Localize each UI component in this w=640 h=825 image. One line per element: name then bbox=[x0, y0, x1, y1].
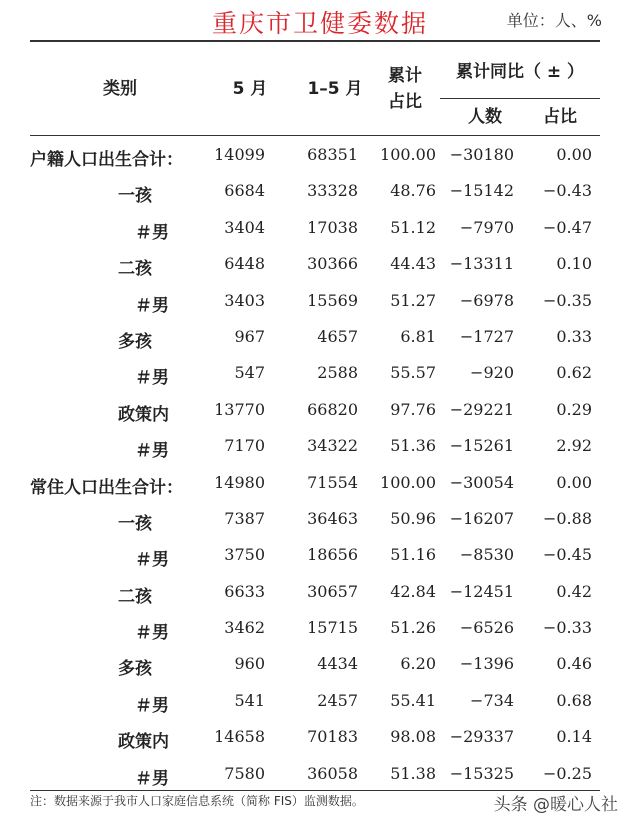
cell-jan-may: 68351 bbox=[307, 145, 358, 164]
cell-may: 3404 bbox=[224, 217, 265, 237]
cell-yoy-count: −920 bbox=[470, 363, 514, 383]
cell-jan-may: 66820 bbox=[307, 399, 358, 419]
header-share-line1: 累计 bbox=[388, 66, 422, 86]
cell-yoy-share: −0.47 bbox=[542, 217, 592, 237]
table-row bbox=[30, 573, 600, 609]
cell-jan-may: 4657 bbox=[317, 326, 358, 346]
table-row bbox=[30, 609, 600, 645]
cell-yoy-share: 0.42 bbox=[556, 581, 592, 601]
cell-may: 3462 bbox=[224, 618, 265, 638]
cell-may: 6633 bbox=[224, 581, 265, 601]
cell-jan-may: 17038 bbox=[307, 217, 358, 237]
cell-may: 3750 bbox=[224, 545, 265, 565]
row-label: 政策内 bbox=[118, 732, 169, 753]
cell-may: 6684 bbox=[224, 181, 265, 201]
cell-jan-may: 18656 bbox=[307, 545, 358, 565]
cell-may: 7170 bbox=[224, 436, 265, 456]
cell-jan-may: 4434 bbox=[317, 654, 358, 674]
table-row bbox=[30, 755, 600, 791]
table-row bbox=[30, 172, 600, 208]
cell-share: 51.38 bbox=[390, 763, 436, 783]
table-row bbox=[30, 645, 600, 681]
row-label: 二孩 bbox=[118, 259, 152, 280]
cell-share: 100.00 bbox=[380, 145, 436, 164]
cell-share: 100.00 bbox=[380, 472, 436, 492]
cell-jan-may: 2457 bbox=[317, 690, 358, 710]
cell-may: 6448 bbox=[224, 254, 265, 274]
header-category: 类别 bbox=[103, 79, 137, 99]
cell-share: 6.81 bbox=[400, 326, 436, 346]
cell-jan-may: 36058 bbox=[307, 763, 358, 783]
table-row bbox=[30, 136, 600, 172]
row-label: 常住人口出生合计： bbox=[30, 477, 183, 498]
cell-share: 55.41 bbox=[390, 690, 436, 710]
cell-yoy-count: −6526 bbox=[459, 618, 514, 638]
row-label: 一孩 bbox=[118, 186, 152, 207]
cell-yoy-count: −13311 bbox=[449, 254, 514, 274]
row-label: 二孩 bbox=[118, 586, 152, 607]
cell-jan-may: 70183 bbox=[307, 727, 358, 747]
cell-yoy-count: −15142 bbox=[449, 181, 514, 201]
table-body bbox=[30, 136, 600, 791]
cell-yoy-count: −15325 bbox=[449, 763, 514, 783]
cell-share: 51.16 bbox=[390, 545, 436, 565]
row-label: ＃男 bbox=[135, 768, 169, 789]
cell-share: 6.20 bbox=[400, 654, 436, 674]
cell-yoy-share: 2.92 bbox=[556, 436, 592, 456]
row-label: ＃男 bbox=[135, 623, 169, 644]
header-yoy-share: 占比 bbox=[543, 107, 577, 127]
cell-may: 960 bbox=[234, 654, 265, 674]
cell-share: 55.57 bbox=[390, 363, 436, 383]
row-label: 多孩 bbox=[118, 331, 152, 352]
cell-jan-may: 34322 bbox=[307, 436, 358, 456]
cell-share: 48.76 bbox=[390, 181, 436, 201]
row-label: 一孩 bbox=[118, 513, 152, 534]
table-row bbox=[30, 427, 600, 463]
cell-jan-may: 71554 bbox=[307, 472, 358, 492]
cell-may: 7387 bbox=[224, 508, 265, 528]
cell-may: 14980 bbox=[214, 472, 265, 492]
cell-may: 14658 bbox=[214, 727, 265, 747]
table-row bbox=[30, 718, 600, 754]
cell-yoy-count: −1396 bbox=[459, 654, 514, 674]
cell-yoy-share: 0.46 bbox=[556, 654, 592, 674]
cell-yoy-count: −16207 bbox=[449, 508, 514, 528]
cell-jan-may: 2588 bbox=[317, 363, 358, 383]
cell-jan-may: 15715 bbox=[307, 618, 358, 638]
cell-yoy-share: −0.25 bbox=[542, 763, 592, 783]
cell-yoy-share: −0.43 bbox=[542, 181, 592, 201]
cell-may: 541 bbox=[234, 690, 265, 710]
cell-yoy-count: −15261 bbox=[449, 436, 514, 456]
cell-jan-may: 30366 bbox=[307, 254, 358, 274]
header-jan-may: 1–5 月 bbox=[307, 79, 363, 99]
table-row bbox=[30, 500, 600, 536]
row-label: ＃男 bbox=[135, 295, 169, 316]
cell-share: 97.76 bbox=[390, 399, 436, 419]
row-label: ＃男 bbox=[135, 441, 169, 462]
cell-yoy-share: 0.29 bbox=[556, 399, 592, 419]
cell-share: 51.12 bbox=[390, 217, 436, 237]
cell-may: 967 bbox=[234, 326, 265, 346]
cell-may: 7580 bbox=[224, 763, 265, 783]
cell-yoy-count: −6978 bbox=[459, 290, 514, 310]
cell-jan-may: 36463 bbox=[307, 508, 358, 528]
table-top-rule bbox=[30, 40, 600, 42]
cell-yoy-share: 0.00 bbox=[556, 145, 592, 164]
row-label: ＃男 bbox=[135, 550, 169, 571]
unit-label: 单位：人、% bbox=[506, 11, 602, 30]
cell-yoy-count: −12451 bbox=[449, 581, 514, 601]
row-label: ＃男 bbox=[135, 695, 169, 716]
footnote: 注：数据来源于我市人口家庭信息系统（简称 FIS）监测数据。 bbox=[30, 794, 364, 808]
watermark: 头条 @暖心人社 bbox=[493, 795, 618, 815]
cell-yoy-count: −8530 bbox=[459, 545, 514, 565]
cell-share: 51.27 bbox=[390, 290, 436, 310]
table-row bbox=[30, 464, 600, 500]
table-row bbox=[30, 536, 600, 572]
row-label: ＃男 bbox=[135, 368, 169, 389]
cell-share: 51.36 bbox=[390, 436, 436, 456]
table-row bbox=[30, 354, 600, 390]
header-share-line2: 占比 bbox=[388, 92, 422, 112]
cell-yoy-share: 0.10 bbox=[556, 254, 592, 274]
cell-jan-may: 33328 bbox=[307, 181, 358, 201]
cell-yoy-count: −30180 bbox=[449, 145, 514, 164]
cell-yoy-share: 0.62 bbox=[556, 363, 592, 383]
cell-jan-may: 30657 bbox=[307, 581, 358, 601]
cell-yoy-share: −0.45 bbox=[542, 545, 592, 565]
cell-share: 51.26 bbox=[390, 618, 436, 638]
row-label: 多孩 bbox=[118, 659, 152, 680]
cell-share: 44.43 bbox=[390, 254, 436, 274]
cell-yoy-count: −1727 bbox=[459, 326, 514, 346]
cell-yoy-share: 0.14 bbox=[556, 727, 592, 747]
header-may: 5 月 bbox=[232, 79, 268, 99]
cell-yoy-count: −734 bbox=[470, 690, 514, 710]
cell-jan-may: 15569 bbox=[307, 290, 358, 310]
cell-yoy-count: −29221 bbox=[449, 399, 514, 419]
cell-may: 547 bbox=[234, 363, 265, 383]
header-yoy: 累计同比（ ± ） bbox=[455, 62, 585, 82]
yoy-sub-rule bbox=[440, 98, 600, 99]
cell-yoy-share: 0.00 bbox=[556, 472, 592, 492]
cell-yoy-share: 0.68 bbox=[556, 690, 592, 710]
cell-yoy-share: −0.35 bbox=[542, 290, 592, 310]
table-row bbox=[30, 391, 600, 427]
table-row bbox=[30, 318, 600, 354]
cell-may: 13770 bbox=[214, 399, 265, 419]
cell-may: 14099 bbox=[214, 145, 265, 164]
cell-share: 50.96 bbox=[390, 508, 436, 528]
cell-yoy-count: −7970 bbox=[459, 217, 514, 237]
row-label: ＃男 bbox=[135, 222, 169, 243]
page-title: 重庆市卫健委数据 bbox=[211, 9, 428, 38]
header-yoy-count: 人数 bbox=[468, 107, 502, 127]
cell-share: 42.84 bbox=[390, 581, 436, 601]
table-row bbox=[30, 682, 600, 718]
table-row bbox=[30, 282, 600, 318]
table-row bbox=[30, 209, 600, 245]
cell-yoy-count: −29337 bbox=[449, 727, 514, 747]
cell-yoy-count: −30054 bbox=[449, 472, 514, 492]
cell-yoy-share: −0.33 bbox=[542, 618, 592, 638]
cell-may: 3403 bbox=[224, 290, 265, 310]
cell-yoy-share: −0.88 bbox=[542, 508, 592, 528]
row-label: 政策内 bbox=[118, 404, 169, 425]
row-label: 户籍人口出生合计： bbox=[30, 150, 183, 170]
table-row bbox=[30, 245, 600, 281]
cell-share: 98.08 bbox=[390, 727, 436, 747]
cell-yoy-share: 0.33 bbox=[556, 326, 592, 346]
